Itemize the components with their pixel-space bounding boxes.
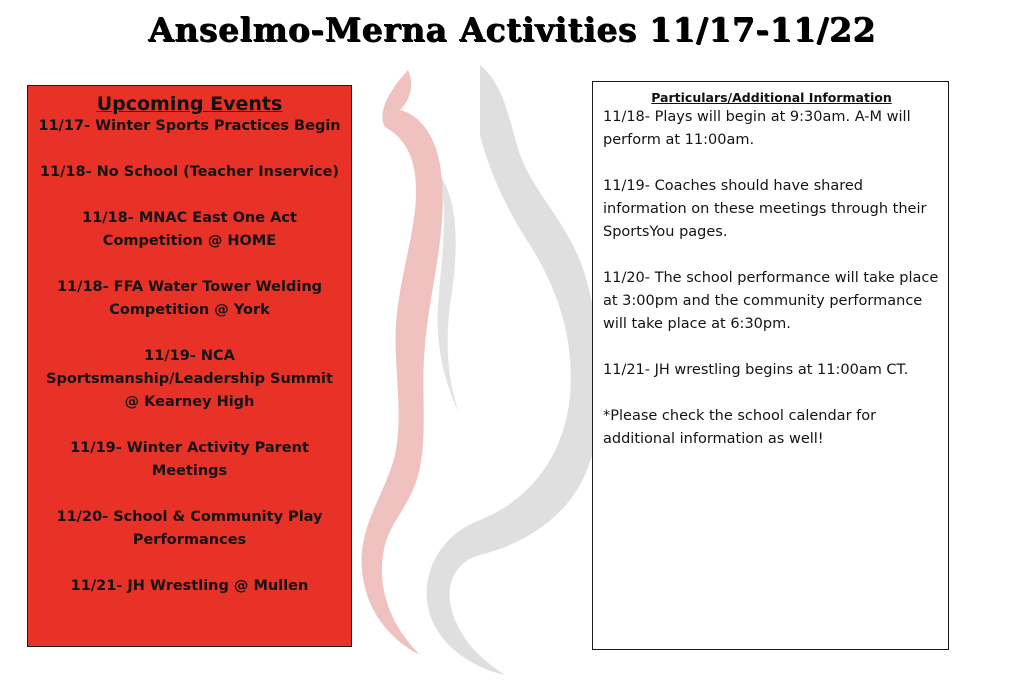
event-item: 11/19- Winter Activity Parent Meetings [70, 440, 309, 479]
page-title: Anselmo-Merna Activities 11/17-11/22 [148, 10, 876, 49]
upcoming-events-list [28, 115, 351, 598]
event-item: 11/18- FFA Water Tower Welding Competition @ York [56, 279, 323, 318]
event-item: 11/17- Winter Sports Practices Begin [38, 118, 341, 134]
particulars-heading: Particulars/Additional Information [651, 90, 892, 105]
info-item: 11/18- Plays will begin at 9:30am. A-M will perform at 11:00am. [603, 109, 911, 148]
event-item: 11/19- NCA Sportsmanship/Leadership Summit @ Kearney High [46, 348, 333, 410]
info-item: 11/20- The school performance will take place at 3:00pm and the community performance will take place at 6:30pm. [603, 270, 939, 332]
particulars-list [603, 106, 940, 451]
upcoming-events-panel [27, 85, 352, 647]
event-item: 11/20- School & Community Play Performances [56, 509, 323, 548]
coyote-logo-icon [330, 55, 620, 685]
particulars-panel [592, 81, 949, 650]
event-item: 11/18- MNAC East One Act Competition @ HOME [82, 210, 297, 249]
info-item: 11/21- JH wrestling begins at 11:00am CT. [603, 362, 909, 378]
upcoming-events-heading: Upcoming Events [96, 93, 283, 115]
info-item: 11/19- Coaches should have shared information on these meetings through their SportsYou pages. [603, 178, 927, 240]
event-item: 11/18- No School (Teacher Inservice) [39, 164, 340, 180]
info-item: *Please check the school calendar for additional information as well! [603, 408, 877, 447]
event-item: 11/21- JH Wrestling @ Mullen [70, 578, 309, 594]
